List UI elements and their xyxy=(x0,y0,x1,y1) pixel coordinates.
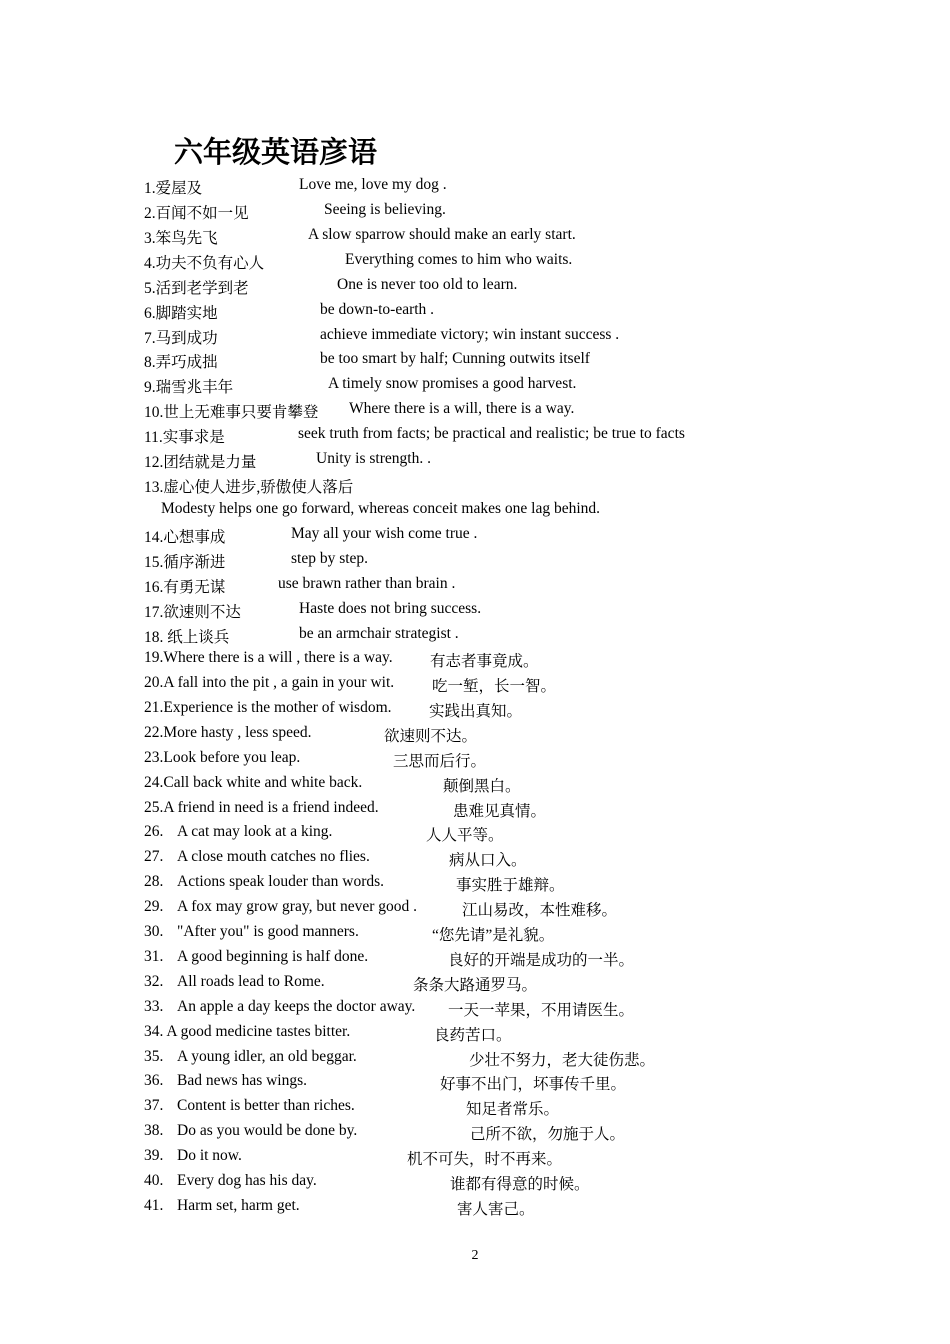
proverb-text: 14.心想事成 xyxy=(144,529,226,546)
proverb-translation: be an armchair strategist . xyxy=(299,625,459,642)
proverb-line xyxy=(0,1097,950,1121)
proverb-text: 4.功夫不负有心人 xyxy=(144,255,265,272)
proverb-text: 7.马到成功 xyxy=(144,330,218,347)
proverb-translation: 良好的开端是成功的一半。 xyxy=(448,952,635,969)
proverb-line xyxy=(0,500,950,524)
proverb-text: Bad news has wings. xyxy=(177,1072,308,1089)
proverb-line xyxy=(0,998,950,1022)
proverb-line xyxy=(0,674,950,698)
proverb-translation: 患难见真情。 xyxy=(453,803,547,820)
proverb-translation: Unity is strength. . xyxy=(316,450,431,467)
proverb-translation: 条条大路通罗马。 xyxy=(413,977,538,994)
proverb-number: 41. xyxy=(144,1197,164,1214)
proverb-translation: 一天一苹果，不用请医生。 xyxy=(448,1002,635,1019)
proverb-line xyxy=(0,823,950,847)
proverb-line xyxy=(0,1197,950,1221)
proverb-line xyxy=(0,400,950,424)
proverb-text: A close mouth catches no flies. xyxy=(177,848,370,865)
proverb-line xyxy=(0,898,950,922)
proverb-translation: 己所不欲，勿施于人。 xyxy=(470,1126,626,1143)
proverb-line xyxy=(0,749,950,773)
proverb-text: A good beginning is half done. xyxy=(177,948,369,965)
proverb-line xyxy=(0,550,950,574)
proverb-translation: achieve immediate victory; win instant success . xyxy=(320,326,620,343)
proverb-text: 19.Where there is a will , there is a way. xyxy=(144,649,393,666)
proverb-text: 24.Call back white and white back. xyxy=(144,774,363,791)
proverb-text: 20.A fall into the pit , a gain in your wit. xyxy=(144,674,395,691)
proverb-translation: May all your wish come true . xyxy=(291,525,478,542)
proverb-line xyxy=(0,625,950,649)
proverb-line xyxy=(0,226,950,250)
proverb-translation: A slow sparrow should make an early start. xyxy=(308,226,576,243)
proverb-translation: 谁都有得意的时候。 xyxy=(450,1176,590,1193)
proverb-number: 39. xyxy=(144,1147,164,1164)
proverb-number: 40. xyxy=(144,1172,164,1189)
page-title: 六年级英语彦语 xyxy=(174,135,378,169)
proverb-translation: 好事不出门，坏事传千里。 xyxy=(440,1076,627,1093)
proverb-number: 33. xyxy=(144,998,164,1015)
proverb-text: Actions speak louder than words. xyxy=(177,873,385,890)
proverb-text: Do as you would be done by. xyxy=(177,1122,358,1139)
proverb-line xyxy=(0,973,950,997)
proverb-number: 38. xyxy=(144,1122,164,1139)
proverb-line xyxy=(0,873,950,897)
proverb-line xyxy=(0,600,950,624)
proverb-text: Harm set, harm get. xyxy=(177,1197,300,1214)
proverb-text: Modesty helps one go forward, whereas conceit makes one lag behind. xyxy=(161,500,601,517)
proverb-text: 5.活到老学到老 xyxy=(144,280,249,297)
proverb-translation: step by step. xyxy=(291,550,369,567)
page-number: 2 xyxy=(471,1248,479,1263)
proverb-text: 11.实事求是 xyxy=(144,429,225,446)
proverb-text: All roads lead to Rome. xyxy=(177,973,325,990)
proverb-number: 36. xyxy=(144,1072,164,1089)
proverb-text: 8.弄巧成拙 xyxy=(144,354,218,371)
proverb-text: Content is better than riches. xyxy=(177,1097,355,1114)
proverb-line xyxy=(0,649,950,673)
proverb-text: A cat may look at a king. xyxy=(177,823,333,840)
proverb-translation: A timely snow promises a good harvest. xyxy=(328,375,577,392)
proverb-translation: 事实胜于雄辩。 xyxy=(456,877,565,894)
proverb-number: 32. xyxy=(144,973,164,990)
proverb-text: 10.世上无难事只要肯攀登 xyxy=(144,404,319,421)
proverb-number: 30. xyxy=(144,923,164,940)
proverb-line xyxy=(0,475,950,499)
proverb-number: 27. xyxy=(144,848,164,865)
proverb-text: 16.有勇无谋 xyxy=(144,579,226,596)
proverb-number: 37. xyxy=(144,1097,164,1114)
proverb-translation: 实践出真知。 xyxy=(429,703,523,720)
proverb-line xyxy=(0,1122,950,1146)
proverb-text: An apple a day keeps the doctor away. xyxy=(177,998,416,1015)
proverb-text: 17.欲速则不达 xyxy=(144,604,241,621)
proverb-translation: 人人平等。 xyxy=(426,827,504,844)
proverb-number: 35. xyxy=(144,1048,164,1065)
proverb-line xyxy=(0,848,950,872)
proverb-line xyxy=(0,1072,950,1096)
proverb-text: Every dog has his day. xyxy=(177,1172,317,1189)
proverb-text: A young idler, an old beggar. xyxy=(177,1048,357,1065)
proverb-line xyxy=(0,774,950,798)
proverb-text: 23.Look before you leap. xyxy=(144,749,301,766)
proverb-translation: 欲速则不达。 xyxy=(384,728,478,745)
proverb-translation: Where there is a will, there is a way. xyxy=(349,400,575,417)
proverb-translation: Haste does not bring success. xyxy=(299,600,482,617)
proverb-text: 13.虚心使人进步,骄傲使人落后 xyxy=(144,479,354,496)
proverb-translation: be too smart by half; Cunning outwits itself xyxy=(320,350,590,367)
proverb-line xyxy=(0,799,950,823)
proverb-text: Do it now. xyxy=(177,1147,242,1164)
proverb-text: 12.团结就是力量 xyxy=(144,454,257,471)
proverb-translation: be down-to-earth . xyxy=(320,301,435,318)
proverb-number: 28. xyxy=(144,873,164,890)
proverb-line xyxy=(0,699,950,723)
proverb-line xyxy=(0,276,950,300)
proverb-translation: 机不可失，时不再来。 xyxy=(407,1151,563,1168)
proverb-line xyxy=(0,1147,950,1171)
proverb-text: "After you" is good manners. xyxy=(177,923,359,940)
proverb-text: 25.A friend in need is a friend indeed. xyxy=(144,799,379,816)
proverb-line xyxy=(0,948,950,972)
proverb-line xyxy=(0,176,950,200)
proverb-translation: Love me, love my dog . xyxy=(299,176,447,193)
proverb-translation: Everything comes to him who waits. xyxy=(345,251,573,268)
proverb-line xyxy=(0,425,950,449)
proverb-translation: 良药苦口。 xyxy=(434,1027,512,1044)
proverb-number: 29. xyxy=(144,898,164,915)
proverb-translation: seek truth from facts; be practical and realistic; be true to facts xyxy=(298,425,685,442)
proverb-translation: use brawn rather than brain . xyxy=(278,575,456,592)
proverb-translation: 知足者常乐。 xyxy=(466,1101,560,1118)
proverb-translation: 少壮不努力，老大徒伤悲。 xyxy=(469,1052,656,1069)
proverb-translation: 有志者事竟成。 xyxy=(430,653,539,670)
proverb-line xyxy=(0,251,950,275)
proverb-translation: 害人害己。 xyxy=(457,1201,535,1218)
proverb-text: A fox may grow gray, but never good . xyxy=(177,898,418,915)
proverb-translation: One is never too old to learn. xyxy=(337,276,518,293)
proverb-text: 15.循序渐进 xyxy=(144,554,226,571)
proverb-translation: “您先请”是礼貌。 xyxy=(432,927,555,944)
proverb-text: 1.爱屋及 xyxy=(144,180,203,197)
proverb-line xyxy=(0,450,950,474)
proverb-text: 3.笨鸟先飞 xyxy=(144,230,218,247)
proverb-translation: 颠倒黑白。 xyxy=(443,778,521,795)
proverb-text: 18. 纸上谈兵 xyxy=(144,629,230,646)
proverb-number: 26. xyxy=(144,823,164,840)
proverb-line xyxy=(0,375,950,399)
proverb-text: 9.瑞雪兆丰年 xyxy=(144,379,234,396)
proverb-line xyxy=(0,1172,950,1196)
proverb-translation: 江山易改，本性难移。 xyxy=(462,902,618,919)
proverb-translation: Seeing is believing. xyxy=(324,201,446,218)
proverb-line xyxy=(0,326,950,350)
proverb-text: 6.脚踏实地 xyxy=(144,305,218,322)
proverb-line xyxy=(0,201,950,225)
proverb-line xyxy=(0,1048,950,1072)
proverb-line xyxy=(0,923,950,947)
proverb-text: 21.Experience is the mother of wisdom. xyxy=(144,699,392,716)
proverb-line xyxy=(0,350,950,374)
proverb-translation: 吃一堑，长一智。 xyxy=(432,678,557,695)
proverb-text: 2.百闻不如一见 xyxy=(144,205,249,222)
proverb-line xyxy=(0,525,950,549)
proverb-line xyxy=(0,724,950,748)
proverb-translation: 三思而后行。 xyxy=(393,753,487,770)
proverb-translation: 病从口入。 xyxy=(449,852,527,869)
proverb-line xyxy=(0,1023,950,1047)
proverb-line xyxy=(0,301,950,325)
proverb-number: 31. xyxy=(144,948,164,965)
proverb-text: 34. A good medicine tastes bitter. xyxy=(144,1023,351,1040)
proverb-text: 22.More hasty , less speed. xyxy=(144,724,312,741)
proverb-line xyxy=(0,575,950,599)
